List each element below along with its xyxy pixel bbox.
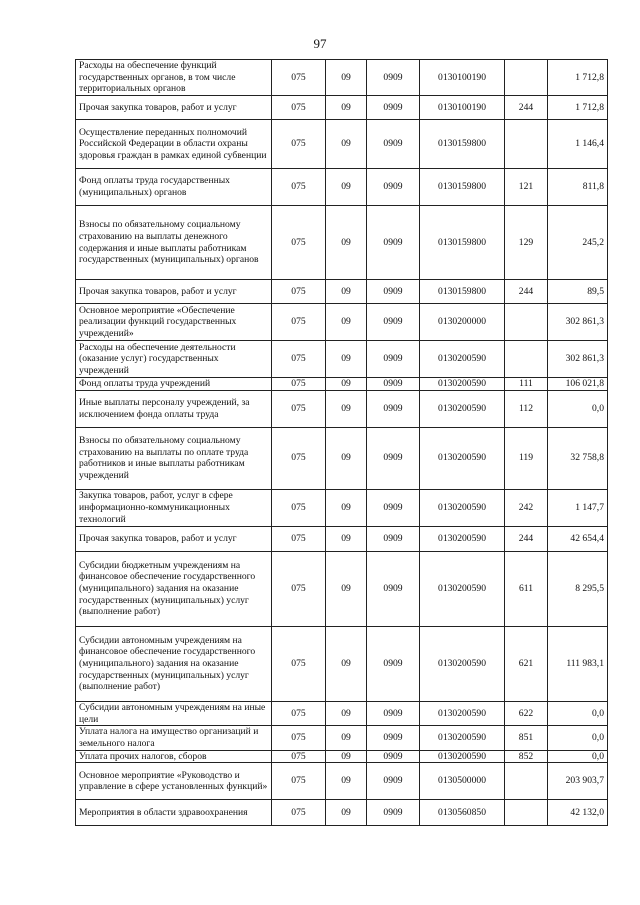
amount: 89,5 — [548, 280, 608, 304]
ministry-code: 075 — [272, 60, 326, 96]
ministry-code: 075 — [272, 280, 326, 304]
target-code: 0130200590 — [420, 750, 505, 763]
section-code: 09 — [326, 427, 367, 489]
expense-code: 621 — [505, 626, 548, 701]
ministry-code: 075 — [272, 378, 326, 391]
target-code: 0130200590 — [420, 551, 505, 626]
row-name: Прочая закупка товаров, работ и услуг — [76, 526, 272, 551]
section-code: 09 — [326, 341, 367, 378]
table-row — [76, 763, 608, 800]
row-name: Прочая закупка товаров, работ и услуг — [76, 96, 272, 120]
row-name: Субсидии автономным учреждениям на иные цели — [76, 701, 272, 725]
subsection-code: 0909 — [367, 96, 420, 120]
page-number: 97 — [313, 36, 327, 51]
ministry-code: 075 — [272, 551, 326, 626]
section-code: 09 — [326, 120, 367, 169]
row-name: Взносы по обязательному социальному страхованию на выплаты денежного содержания и иные выплаты работникам государственных (муниципальных) органов — [76, 206, 272, 280]
expense-code: 112 — [505, 390, 548, 427]
budget-table — [75, 59, 608, 826]
section-code: 09 — [326, 750, 367, 763]
row-name: Основное мероприятие «Обеспечение реализации функций государственных учреждений» — [76, 304, 272, 341]
target-code: 0130200000 — [420, 304, 505, 341]
section-code: 09 — [326, 626, 367, 701]
subsection-code: 0909 — [367, 427, 420, 489]
subsection-code: 0909 — [367, 526, 420, 551]
target-code: 0130159800 — [420, 206, 505, 280]
target-code: 0130100190 — [420, 96, 505, 120]
amount: 302 861,3 — [548, 341, 608, 378]
amount: 0,0 — [548, 701, 608, 725]
ministry-code: 075 — [272, 341, 326, 378]
amount: 32 758,8 — [548, 427, 608, 489]
table-row — [76, 750, 608, 763]
ministry-code: 075 — [272, 304, 326, 341]
amount: 0,0 — [548, 750, 608, 763]
section-code: 09 — [326, 526, 367, 551]
target-code: 0130200590 — [420, 626, 505, 701]
table-row — [76, 280, 608, 304]
ministry-code: 075 — [272, 120, 326, 169]
expense-code: 244 — [505, 526, 548, 551]
row-name: Фонд оплаты труда учреждений — [76, 378, 272, 391]
row-name: Основное мероприятие «Руководство и управление в сфере установленных функций» — [76, 763, 272, 800]
target-code: 0130500000 — [420, 763, 505, 800]
amount: 42 132,0 — [548, 800, 608, 826]
amount: 245,2 — [548, 206, 608, 280]
subsection-code: 0909 — [367, 280, 420, 304]
target-code: 0130200590 — [420, 489, 505, 526]
expense-code — [505, 800, 548, 826]
target-code: 0130159800 — [420, 280, 505, 304]
target-code: 0130159800 — [420, 169, 505, 206]
amount: 0,0 — [548, 726, 608, 750]
table-row — [76, 206, 608, 280]
amount: 1 147,7 — [548, 489, 608, 526]
table-row — [76, 427, 608, 489]
row-name: Расходы на обеспечение деятельности (оказание услуг) государственных учреждений — [76, 341, 272, 378]
table-row — [76, 169, 608, 206]
table-row — [76, 96, 608, 120]
subsection-code: 0909 — [367, 60, 420, 96]
target-code: 0130100190 — [420, 60, 505, 96]
table-row — [76, 551, 608, 626]
section-code: 09 — [326, 378, 367, 391]
target-code: 0130560850 — [420, 800, 505, 826]
subsection-code: 0909 — [367, 341, 420, 378]
section-code: 09 — [326, 304, 367, 341]
expense-code: 622 — [505, 701, 548, 725]
subsection-code: 0909 — [367, 701, 420, 725]
section-code: 09 — [326, 60, 367, 96]
section-code: 09 — [326, 800, 367, 826]
subsection-code: 0909 — [367, 169, 420, 206]
target-code: 0130200590 — [420, 526, 505, 551]
amount: 1 712,8 — [548, 96, 608, 120]
subsection-code: 0909 — [367, 763, 420, 800]
subsection-code: 0909 — [367, 120, 420, 169]
subsection-code: 0909 — [367, 378, 420, 391]
expense-code: 244 — [505, 280, 548, 304]
row-name: Субсидии автономным учреждениям на финансовое обеспечение государственного (муниципального) задания на оказание государственных (муниципальных) услуг (выполнение работ) — [76, 626, 272, 701]
ministry-code: 075 — [272, 427, 326, 489]
table-row — [76, 526, 608, 551]
row-name: Закупка товаров, работ, услуг в сфере информационно-коммуникационных технологий — [76, 489, 272, 526]
expense-code — [505, 120, 548, 169]
expense-code: 244 — [505, 96, 548, 120]
target-code: 0130200590 — [420, 701, 505, 725]
section-code: 09 — [326, 489, 367, 526]
target-code: 0130200590 — [420, 427, 505, 489]
row-name: Прочая закупка товаров, работ и услуг — [76, 280, 272, 304]
amount: 111 983,1 — [548, 626, 608, 701]
section-code: 09 — [326, 726, 367, 750]
ministry-code: 075 — [272, 169, 326, 206]
amount: 811,8 — [548, 169, 608, 206]
amount: 8 295,5 — [548, 551, 608, 626]
expense-code: 852 — [505, 750, 548, 763]
target-code: 0130200590 — [420, 390, 505, 427]
section-code: 09 — [326, 169, 367, 206]
ministry-code: 075 — [272, 701, 326, 725]
row-name: Иные выплаты персоналу учреждений, за исключением фонда оплаты труда — [76, 390, 272, 427]
expense-code — [505, 304, 548, 341]
subsection-code: 0909 — [367, 726, 420, 750]
subsection-code: 0909 — [367, 206, 420, 280]
subsection-code: 0909 — [367, 390, 420, 427]
expense-code: 851 — [505, 726, 548, 750]
expense-code — [505, 763, 548, 800]
section-code: 09 — [326, 280, 367, 304]
table-row — [76, 60, 608, 96]
section-code: 09 — [326, 551, 367, 626]
table-row — [76, 304, 608, 341]
row-name: Взносы по обязательному социальному страхованию на выплаты по оплате труда работников и иные выплаты работникам учреждений — [76, 427, 272, 489]
section-code: 09 — [326, 390, 367, 427]
section-code: 09 — [326, 763, 367, 800]
ministry-code: 075 — [272, 526, 326, 551]
row-name: Уплата прочих налогов, сборов — [76, 750, 272, 763]
ministry-code: 075 — [272, 750, 326, 763]
expense-code: 611 — [505, 551, 548, 626]
expense-code: 242 — [505, 489, 548, 526]
table-row — [76, 120, 608, 169]
ministry-code: 075 — [272, 800, 326, 826]
amount: 106 021,8 — [548, 378, 608, 391]
subsection-code: 0909 — [367, 750, 420, 763]
row-name: Уплата налога на имущество организаций и земельного налога — [76, 726, 272, 750]
expense-code — [505, 341, 548, 378]
expense-code: 111 — [505, 378, 548, 391]
amount: 0,0 — [548, 390, 608, 427]
subsection-code: 0909 — [367, 551, 420, 626]
expense-code: 119 — [505, 427, 548, 489]
ministry-code: 075 — [272, 489, 326, 526]
expense-code: 129 — [505, 206, 548, 280]
expense-code — [505, 60, 548, 96]
expense-code: 121 — [505, 169, 548, 206]
budget-table-body — [76, 60, 608, 826]
ministry-code: 075 — [272, 206, 326, 280]
table-row — [76, 341, 608, 378]
section-code: 09 — [326, 206, 367, 280]
table-row — [76, 390, 608, 427]
amount: 1 712,8 — [548, 60, 608, 96]
table-row — [76, 701, 608, 725]
table-row — [76, 726, 608, 750]
amount: 42 654,4 — [548, 526, 608, 551]
ministry-code: 075 — [272, 763, 326, 800]
subsection-code: 0909 — [367, 800, 420, 826]
ministry-code: 075 — [272, 726, 326, 750]
subsection-code: 0909 — [367, 626, 420, 701]
row-name: Субсидии бюджетным учреждениям на финансовое обеспечение государственного (муниципального) задания на оказание государственных (муниципальных) услуг (выполнение работ) — [76, 551, 272, 626]
amount: 203 903,7 — [548, 763, 608, 800]
amount: 302 861,3 — [548, 304, 608, 341]
target-code: 0130200590 — [420, 726, 505, 750]
row-name: Фонд оплаты труда государственных (муниципальных) органов — [76, 169, 272, 206]
ministry-code: 075 — [272, 96, 326, 120]
table-row — [76, 800, 608, 826]
row-name: Мероприятия в области здравоохранения — [76, 800, 272, 826]
subsection-code: 0909 — [367, 489, 420, 526]
amount: 1 146,4 — [548, 120, 608, 169]
row-name: Осуществление переданных полномочий Российской Федерации в области охраны здоровья граждан в рамках единой субвенции — [76, 120, 272, 169]
row-name: Расходы на обеспечение функций государственных органов, в том числе территориальных органов — [76, 60, 272, 96]
section-code: 09 — [326, 96, 367, 120]
target-code: 0130200590 — [420, 341, 505, 378]
target-code: 0130200590 — [420, 378, 505, 391]
subsection-code: 0909 — [367, 304, 420, 341]
table-row — [76, 378, 608, 391]
section-code: 09 — [326, 701, 367, 725]
table-row — [76, 489, 608, 526]
table-row — [76, 626, 608, 701]
ministry-code: 075 — [272, 626, 326, 701]
target-code: 0130159800 — [420, 120, 505, 169]
ministry-code: 075 — [272, 390, 326, 427]
